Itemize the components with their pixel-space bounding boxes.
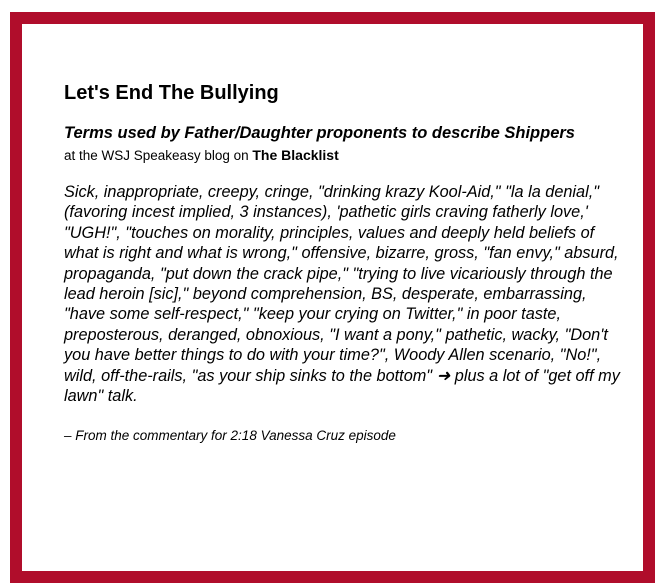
- terms-list-text: Sick, inappropriate, creepy, cringe, "drinking krazy Kool-Aid," "la la denial," (favoring incest implied, 3 instances), 'pathetic girls craving fatherly love,' "UGH!", "touches on morality, principles, values and deeply held beliefs of what is right and what is wrong," offensive, bizarre, gross, "fan envy," absurd, propaganda, "put down the crack pipe," "trying to live vicariously through the lead heroin [sic]," beyond comprehension, BS, desperate, embarrassing, "have some self-respect," "keep your crying on Twitter," in poor taste, preposterous, deranged, obnoxious, "I want a pony," pathetic, wacky, "Don't you have better things to do with your time?", Woody Allen scenario, "No!", wild, off-the-rails, "as your ship sinks to the bottom" ➜ plus a lot of "get off my lawn" talk.: [64, 183, 620, 406]
- card-subtitle: Terms used by Father/Daughter proponents to describe Shippers: [64, 124, 575, 142]
- attribution-text: – From the commentary for 2:18 Vanessa Cruz episode: [64, 428, 396, 444]
- source-line: [64, 147, 630, 164]
- source-prefix: at the WSJ Speakeasy blog on: [64, 148, 253, 163]
- quote-card-content: [64, 64, 630, 444]
- card-title: Let's End The Bullying: [64, 82, 279, 104]
- quote-card-frame: [10, 12, 655, 583]
- show-name: The Blacklist: [252, 147, 339, 163]
